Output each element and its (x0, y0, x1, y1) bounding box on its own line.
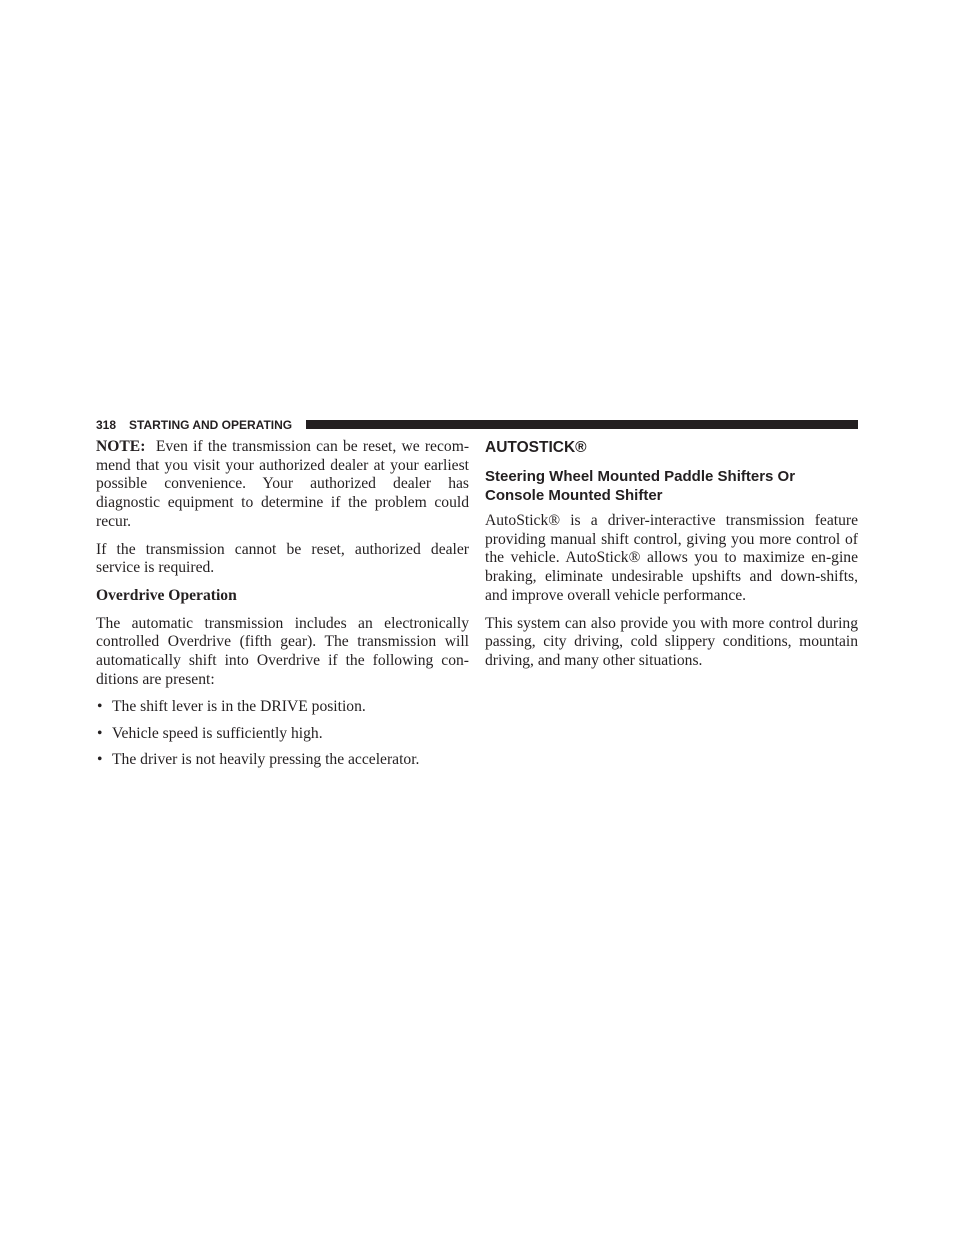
note-text: Even if the transmission can be reset, we recom-mend that you visit your authorized dealer at your earliest possible convenience. Your authorized dealer has diagnostic equipment to determine if the problem could recur. (96, 438, 470, 530)
overdrive-conditions-list (96, 698, 469, 769)
left-column (96, 438, 469, 777)
overdrive-paragraph: The automatic transmission includes an electronically controlled Overdrive (fifth gear). The transmission will automatically shift into Overdrive if the following con-ditions are present: (96, 614, 469, 688)
page-header (96, 418, 858, 432)
note-paragraph (96, 438, 469, 532)
autostick-paragraph-1: AutoStick® is a driver-interactive transmission feature providing manual shift control, giving you more control of the vehicle. AutoStick® allows you to maximize en-gine braking, eliminate undesirable upshifts and down-shifts, and improve overall vehicle performance. (485, 512, 858, 604)
overdrive-heading: Overdrive Operation (96, 586, 237, 604)
right-column (485, 438, 858, 680)
list-item: • Vehicle speed is sufficiently high. (97, 724, 323, 742)
autostick-heading: AUTOSTICK® (485, 439, 587, 456)
section-title: STARTING AND OPERATING (129, 418, 293, 432)
steering-subheading: Steering Wheel Mounted Paddle Shifters Or Console Mounted Shifter (485, 468, 796, 504)
note-label: NOTE: (96, 438, 146, 455)
bullet-icon: • (97, 750, 103, 768)
bullet-icon: • (97, 698, 103, 716)
autostick-paragraph-2: This system can also provide you with more control during passing, city driving, cold slippery conditions, mountain driving, and many other situations. (485, 614, 858, 669)
reset-paragraph: If the transmission cannot be reset, authorized dealer service is required. (96, 540, 469, 577)
bullet-icon: • (97, 724, 103, 742)
page-number: 318 (96, 418, 117, 432)
list-item: • The shift lever is in the DRIVE position. (97, 698, 366, 716)
list-item: • The driver is not heavily pressing the accelerator. (97, 750, 420, 768)
header-rule (306, 420, 858, 429)
